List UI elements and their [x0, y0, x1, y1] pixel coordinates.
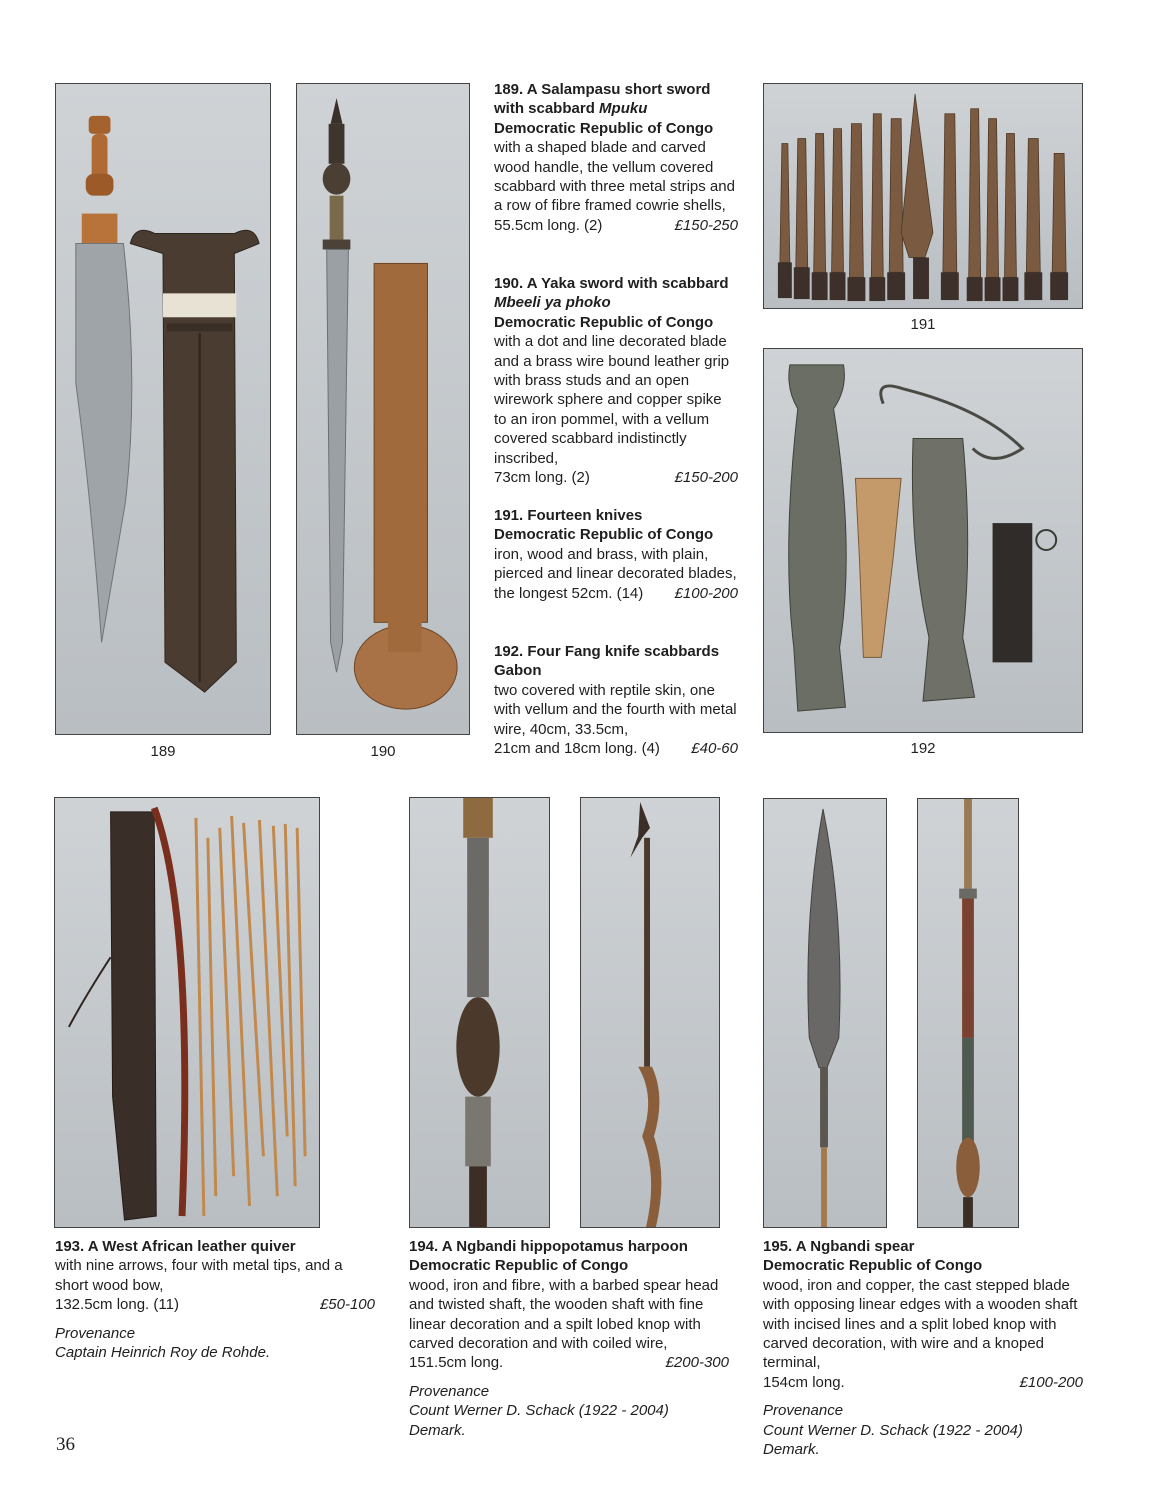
lot-190	[494, 274, 738, 487]
spear-blade-illustration	[764, 799, 886, 1227]
lot-provenance	[409, 1382, 729, 1440]
photo-lot-192	[763, 348, 1083, 733]
lot-origin: Gabon	[494, 662, 542, 680]
photo-caption-189: 189	[150, 743, 176, 760]
photo-lot-194-a	[409, 797, 550, 1228]
lot-189	[494, 80, 738, 235]
lot-195	[763, 1237, 1083, 1459]
lot-dimensions: 151.5cm long.	[409, 1354, 504, 1372]
lot-title: 193. A West African leather quiver	[55, 1238, 296, 1255]
harpoon-shaft-illustration	[410, 798, 549, 1227]
lot-dimensions-estimate	[763, 1373, 1083, 1392]
provenance-label: Provenance	[55, 1324, 136, 1342]
provenance-text: Demark.	[409, 1421, 466, 1439]
lot-title: 189. A Salampasu short sword with scabbard Mpuku	[494, 81, 711, 118]
lot-dimensions: 154cm long.	[763, 1373, 845, 1391]
lot-192	[494, 642, 738, 758]
photo-caption-191: 191	[910, 316, 936, 333]
lot-estimate: £100-200	[1019, 1373, 1083, 1391]
lot-title: 190. A Yaka sword with scabbard Mbeeli ya phoko	[494, 275, 729, 312]
lot-title: 195. A Ngbandi spear	[763, 1238, 915, 1255]
lot-dimensions: 55.5cm long. (2)	[494, 216, 603, 234]
photo-lot-191	[763, 83, 1083, 309]
lot-description: two covered with reptile skin, one with vellum and the fourth with metal wire, 40cm, 33.5cm,	[494, 681, 737, 738]
sword-scabbard-illustration	[56, 84, 270, 734]
provenance-text: Captain Heinrich Roy de Rohde.	[55, 1344, 271, 1362]
lot-title: 194. A Ngbandi hippopotamus harpoon	[409, 1238, 688, 1255]
photo-lot-195-a	[763, 798, 887, 1228]
lot-estimate: £40-60	[691, 740, 738, 758]
lot-title: 192. Four Fang knife scabbards	[494, 643, 720, 660]
lot-estimate: £150-250	[674, 216, 738, 234]
scabbards-illustration	[764, 349, 1082, 732]
lot-dimensions-estimate	[494, 468, 738, 487]
lot-origin: Democratic Republic of Congo	[494, 313, 714, 331]
lot-estimate: £200-300	[665, 1354, 729, 1372]
photo-lot-190	[296, 83, 470, 735]
lot-origin: Democratic Republic of Congo	[494, 119, 714, 137]
photo-caption-192: 192	[910, 740, 936, 757]
lot-origin: Democratic Republic of Congo	[494, 526, 714, 544]
photo-caption-190: 190	[370, 743, 396, 760]
photo-lot-195-b	[917, 798, 1019, 1228]
provenance-label: Provenance	[409, 1382, 490, 1400]
lot-provenance	[55, 1324, 375, 1363]
harpoon-head-illustration	[581, 798, 719, 1227]
lot-description: wood, iron and copper, the cast stepped blade with opposing linear edges with a wooden shaft with incised lines and a split lobed knop with carved decoration, with wire and a knoped terminal,	[763, 1276, 1078, 1372]
knives-illustration	[764, 84, 1082, 308]
lot-provenance	[763, 1401, 1083, 1459]
lot-dimensions-estimate	[409, 1353, 729, 1372]
lot-description: with a shaped blade and carved wood handle, the vellum covered scabbard with three metal strips and a row of fibre framed cowrie shells,	[494, 139, 735, 215]
lot-dimensions: the longest 52cm. (14)	[494, 584, 644, 602]
lot-description: iron, wood and brass, with plain, pierced and linear decorated blades,	[494, 545, 737, 583]
provenance-text: Demark.	[763, 1441, 820, 1459]
lot-description: wood, iron and fibre, with a barbed spear head and twisted shaft, the wooden shaft with fine linear decoration and a spilt lobed knop with carved decoration and with coiled wire,	[409, 1276, 719, 1353]
lot-estimate: £50-100	[319, 1296, 375, 1314]
provenance-text: Count Werner D. Schack (1922 - 2004)	[763, 1421, 1023, 1439]
lot-description: with a dot and line decorated blade and a brass wire bound leather grip with brass studs and an open wirework sphere and copper spike to an iron pommel, with a vellum covered scabbard indistinctly inscribed,	[494, 333, 730, 467]
lot-dimensions-estimate	[494, 584, 738, 603]
lot-estimate: £150-200	[674, 469, 738, 487]
lot-191	[494, 506, 738, 603]
lot-origin: Democratic Republic of Congo	[763, 1257, 983, 1275]
provenance-text: Count Werner D. Schack (1922 - 2004)	[409, 1402, 669, 1420]
lot-dimensions: 132.5cm long. (11)	[55, 1296, 179, 1314]
sword-scabbard-illustration	[297, 84, 469, 734]
lot-dimensions-estimate	[55, 1295, 375, 1314]
lot-194	[409, 1237, 729, 1440]
photo-lot-194-b	[580, 797, 720, 1228]
quiver-arrows-illustration	[55, 798, 319, 1227]
provenance-label: Provenance	[763, 1402, 844, 1420]
lot-origin: Democratic Republic of Congo	[409, 1257, 629, 1275]
lot-dimensions: 73cm long. (2)	[494, 469, 590, 487]
lot-estimate: £100-200	[674, 584, 738, 602]
lot-title: 191. Fourteen knives	[494, 507, 643, 524]
lot-description: with nine arrows, four with metal tips, and a short wood bow,	[55, 1257, 343, 1294]
spear-shaft-illustration	[918, 799, 1018, 1227]
lot-dimensions: 21cm and 18cm long. (4)	[494, 740, 660, 758]
photo-lot-193	[54, 797, 320, 1228]
lot-193	[55, 1237, 375, 1362]
lot-dimensions-estimate	[494, 216, 738, 235]
photo-lot-189	[55, 83, 271, 735]
lot-dimensions-estimate	[494, 739, 738, 758]
page-number: 36	[56, 1434, 75, 1455]
